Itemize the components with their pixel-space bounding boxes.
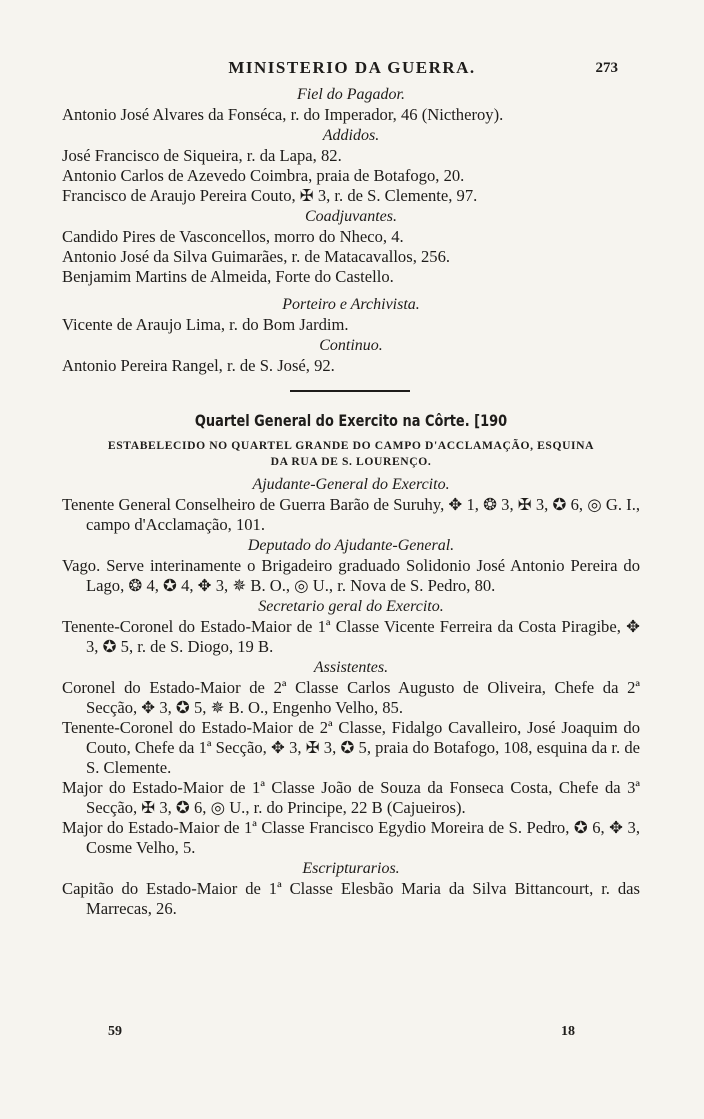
entry-coadjuvante: Benjamim Martins de Almeida, Forte do Castello.: [62, 267, 394, 286]
section-title-quartel: Quartel General do Exercito na Côrte. [190: [194, 411, 508, 430]
page-title: MINISTERIO DA GUERRA.: [228, 58, 476, 77]
heading-assistentes: Assistentes.: [313, 659, 389, 676]
entry-escripturario: Capitão do Estado-Maior de 1ª Classe Elesbão Maria da Silva Bittancourt, r. das Marrecas, 26.: [62, 879, 640, 918]
heading-ajudante-general: Ajudante-General do Exercito.: [252, 476, 450, 493]
entry-deputado: Vago. Serve interinamente o Brigadeiro graduado Solidonio José Antonio Pereira do Lago, ❂ 4, ✪ 4, ✥ 3, ✵ B. O., ◎ U., r. Nova de S. Pedro, 80.: [62, 556, 640, 595]
entry-continuo: Antonio Pereira Rangel, r. de S. José, 92.: [62, 356, 335, 375]
heading-escripturarios: Escripturarios.: [302, 860, 400, 877]
heading-deputado: Deputado do Ajudante-General.: [247, 537, 455, 554]
entry-ajudante-general: Tenente General Conselheiro de Guerra Barão de Suruhy, ✥ 1, ❂ 3, ✠ 3, ✪ 6, ◎ G. I., campo d'Acclamação, 101.: [62, 495, 640, 534]
entry-assistente: Major do Estado-Maior de 1ª Classe João de Souza da Fonseca Costa, Chefe da 3ª Secção, ✠ 3, ✪ 6, ◎ U., r. do Principe, 22 B (Cajueiros).: [62, 778, 640, 817]
heading-porteiro-archivista: Porteiro e Archivista.: [282, 296, 420, 313]
section-subtitle-line2: DA RUA DE S. LOURENÇO.: [270, 455, 432, 468]
section-divider: [290, 390, 410, 392]
entry-coadjuvante: Antonio José da Silva Guimarães, r. de Matacavallos, 256.: [62, 247, 451, 266]
entry-secretario: Tenente-Coronel do Estado-Maior de 1ª Classe Vicente Ferreira da Costa Piragibe, ✥ 3, ✪ 5, r. de S. Diogo, 19 B.: [62, 617, 640, 656]
running-header: [0, 58, 704, 82]
heading-fiel-do-pagador: Fiel do Pagador.: [297, 86, 405, 103]
entry-assistente: Tenente-Coronel do Estado-Maior de 2ª Classe, Fidalgo Cavalleiro, José Joaquim do Couto, Chefe da 1ª Secção, ✥ 3, ✠ 3, ✪ 5, praia do Botafogo, 108, esquina da r. de S. Clemente.: [62, 718, 640, 777]
heading-coadjuvantes: Coadjuvantes.: [305, 208, 397, 225]
entry-addido: Francisco de Araujo Pereira Couto, ✠ 3, r. de S. Clemente, 97.: [62, 186, 478, 205]
heading-continuo: Continuo.: [319, 337, 383, 354]
entry-fiel: Antonio José Alvares da Fonséca, r. do Imperador, 46 (Nictheroy).: [62, 105, 504, 124]
heading-addidos: Addidos.: [322, 127, 380, 144]
page-content: [62, 84, 640, 919]
heading-secretario: Secretario geral do Exercito.: [258, 598, 444, 615]
entry-coadjuvante: Candido Pires de Vasconcellos, morro do Nheco, 4.: [62, 227, 404, 246]
page-number: 273: [595, 60, 618, 76]
signature-mark-right: 18: [561, 1024, 575, 1039]
entry-addido: Antonio Carlos de Azevedo Coimbra, praia de Botafogo, 20.: [62, 166, 465, 185]
entry-porteiro: Vicente de Araujo Lima, r. do Bom Jardim.: [62, 315, 349, 334]
section-subtitle-line1: ESTABELECIDO NO QUARTEL GRANDE DO CAMPO D'ACCLAMAÇÃO, ESQUINA: [107, 439, 595, 452]
page-footer: [0, 1024, 704, 1046]
entry-assistente: Coronel do Estado-Maior de 2ª Classe Carlos Augusto de Oliveira, Chefe da 2ª Secção, ✥ 3, ✪ 5, ✵ B. O., Engenho Velho, 85.: [62, 678, 640, 717]
signature-mark-left: 59: [108, 1024, 122, 1039]
entry-assistente: Major do Estado-Maior de 1ª Classe Francisco Egydio Moreira de S. Pedro, ✪ 6, ✥ 3, Cosme Velho, 5.: [62, 818, 640, 857]
entry-addido: José Francisco de Siqueira, r. da Lapa, 82.: [62, 146, 342, 165]
